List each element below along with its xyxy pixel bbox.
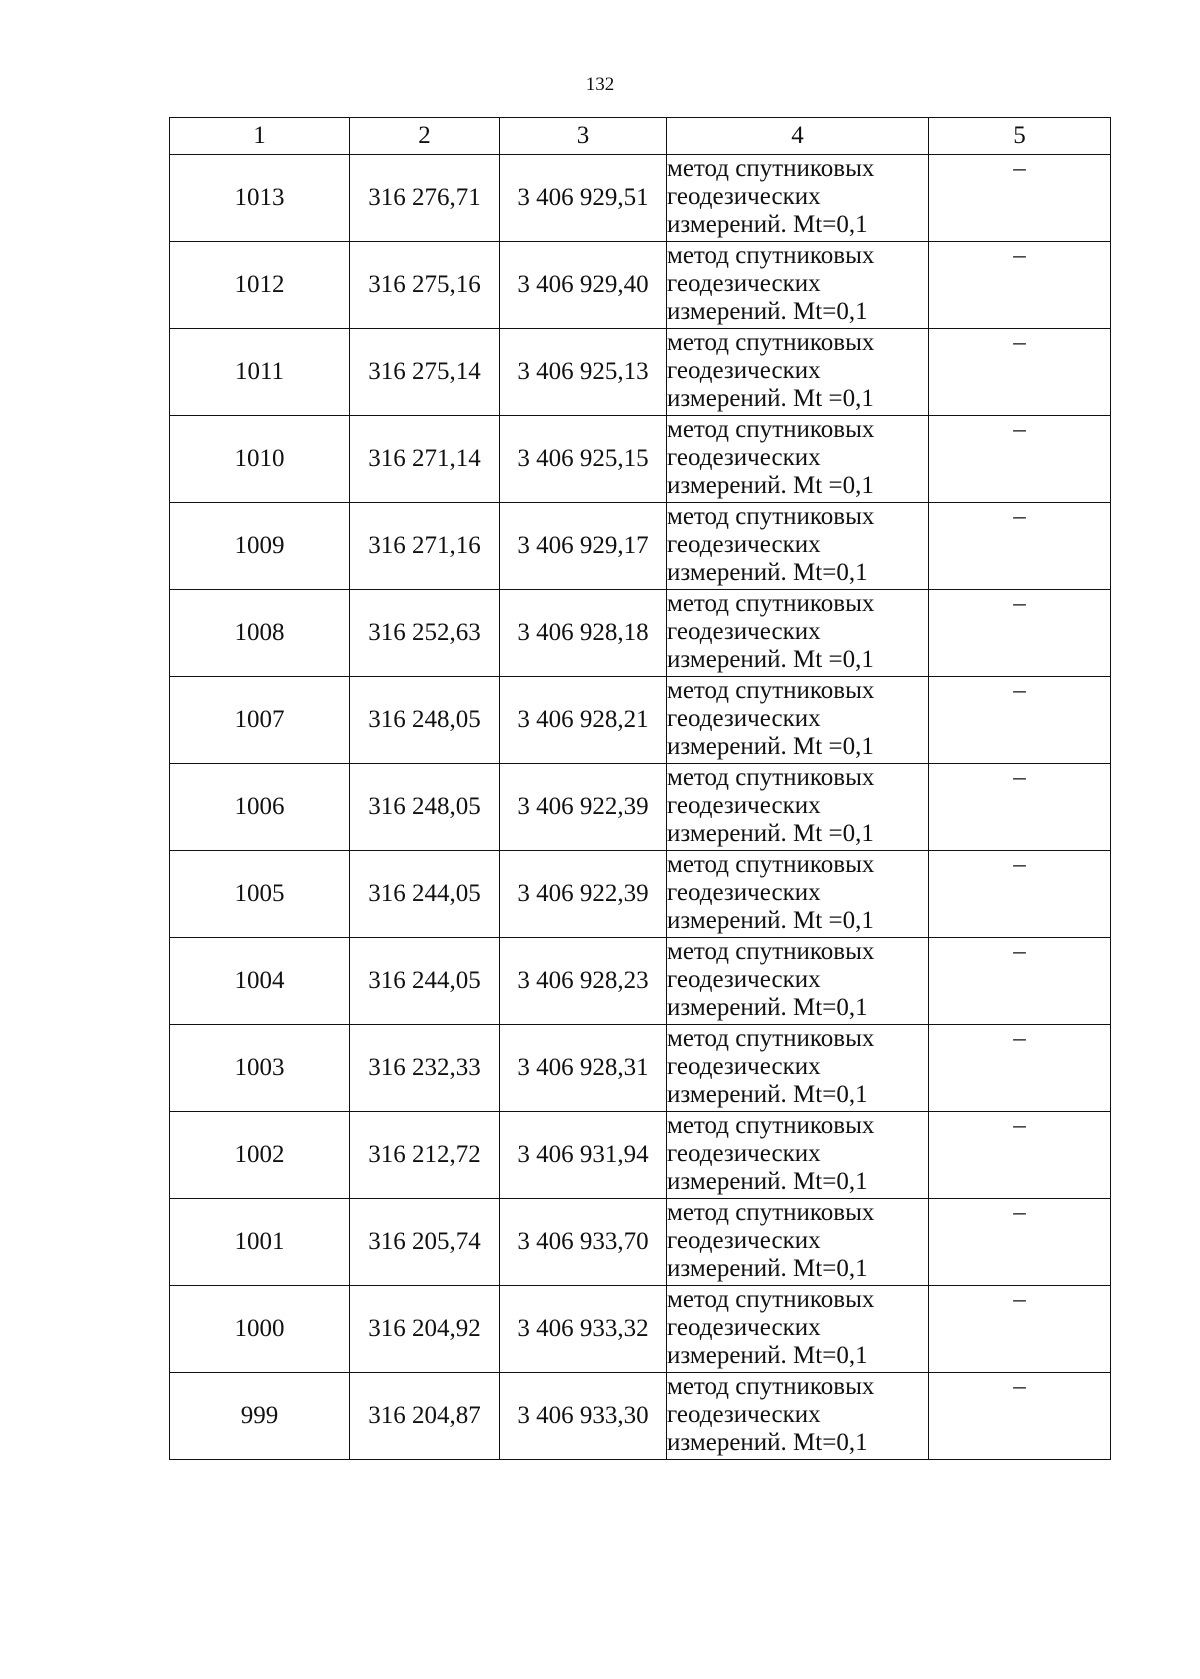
note-cell: – (929, 590, 1111, 677)
method-line: метод спутниковых (667, 155, 875, 182)
point-id-cell: 1003 (170, 1025, 350, 1112)
table-row (170, 764, 1111, 851)
note-cell: – (929, 938, 1111, 1025)
method-line: геодезических (667, 705, 821, 732)
x-coordinate-cell: 316 276,71 (350, 155, 500, 242)
y-coordinate-cell: 3 406 929,40 (500, 242, 667, 329)
note-cell: – (929, 1286, 1111, 1373)
x-coordinate-cell: 316 252,63 (350, 590, 500, 677)
x-coordinate-cell: 316 212,72 (350, 1112, 500, 1199)
method-line: метод спутниковых (667, 329, 875, 356)
method-line: геодезических (667, 1053, 821, 1080)
method-line: метод спутниковых (667, 1112, 875, 1139)
method-cell (667, 764, 929, 851)
table-row (170, 851, 1111, 938)
method-cell (667, 329, 929, 416)
method-cell (667, 503, 929, 590)
point-id-cell: 1011 (170, 329, 350, 416)
note-cell: – (929, 155, 1111, 242)
method-line: геодезических (667, 357, 821, 384)
page-number: 132 (585, 74, 615, 95)
table-row (170, 1112, 1111, 1199)
method-line: измерений. Mt =0,1 (667, 907, 874, 934)
note-cell: – (929, 503, 1111, 590)
header-col-2: 2 (350, 118, 500, 155)
method-line: геодезических (667, 1227, 821, 1254)
y-coordinate-cell: 3 406 928,31 (500, 1025, 667, 1112)
point-id-cell: 1002 (170, 1112, 350, 1199)
method-line: геодезических (667, 1401, 821, 1428)
method-line: метод спутниковых (667, 416, 875, 443)
method-line: измерений. Mt=0,1 (667, 1255, 868, 1282)
y-coordinate-cell: 3 406 922,39 (500, 851, 667, 938)
y-coordinate-cell: 3 406 931,94 (500, 1112, 667, 1199)
method-line: геодезических (667, 792, 821, 819)
header-col-4: 4 (667, 118, 929, 155)
table-row (170, 503, 1111, 590)
table-row (170, 677, 1111, 764)
method-line: геодезических (667, 618, 821, 645)
note-cell: – (929, 1199, 1111, 1286)
method-line: геодезических (667, 183, 821, 210)
x-coordinate-cell: 316 275,16 (350, 242, 500, 329)
point-id-cell: 1007 (170, 677, 350, 764)
method-line: измерений. Mt=0,1 (667, 298, 868, 325)
point-id-cell: 1004 (170, 938, 350, 1025)
method-line: метод спутниковых (667, 1025, 875, 1052)
method-line: геодезических (667, 270, 821, 297)
method-cell (667, 590, 929, 677)
note-cell: – (929, 1025, 1111, 1112)
coordinates-table (169, 117, 1111, 1460)
method-line: метод спутниковых (667, 764, 875, 791)
method-cell (667, 1112, 929, 1199)
point-id-cell: 1006 (170, 764, 350, 851)
point-id-cell: 1013 (170, 155, 350, 242)
method-cell (667, 1373, 929, 1460)
point-id-cell: 1010 (170, 416, 350, 503)
table-row (170, 938, 1111, 1025)
y-coordinate-cell: 3 406 928,18 (500, 590, 667, 677)
method-line: измерений. Mt =0,1 (667, 472, 874, 499)
method-line: измерений. Mt=0,1 (667, 1168, 868, 1195)
method-cell (667, 1199, 929, 1286)
y-coordinate-cell: 3 406 925,15 (500, 416, 667, 503)
note-cell: – (929, 677, 1111, 764)
y-coordinate-cell: 3 406 928,21 (500, 677, 667, 764)
method-line: метод спутниковых (667, 1286, 875, 1313)
table-row (170, 1286, 1111, 1373)
y-coordinate-cell: 3 406 928,23 (500, 938, 667, 1025)
method-line: метод спутниковых (667, 677, 875, 704)
method-line: геодезических (667, 966, 821, 993)
note-cell: – (929, 1112, 1111, 1199)
point-id-cell: 1008 (170, 590, 350, 677)
method-line: метод спутниковых (667, 1373, 875, 1400)
y-coordinate-cell: 3 406 925,13 (500, 329, 667, 416)
method-line: метод спутниковых (667, 938, 875, 965)
table-row (170, 155, 1111, 242)
method-line: измерений. Mt=0,1 (667, 559, 868, 586)
point-id-cell: 1009 (170, 503, 350, 590)
method-line: измерений. Mt =0,1 (667, 646, 874, 673)
x-coordinate-cell: 316 244,05 (350, 938, 500, 1025)
method-line: метод спутниковых (667, 242, 875, 269)
method-cell (667, 1286, 929, 1373)
x-coordinate-cell: 316 248,05 (350, 677, 500, 764)
method-line: измерений. Mt=0,1 (667, 211, 868, 238)
note-cell: – (929, 764, 1111, 851)
method-line: геодезических (667, 879, 821, 906)
point-id-cell: 1012 (170, 242, 350, 329)
header-col-1: 1 (170, 118, 350, 155)
method-line: измерений. Mt =0,1 (667, 385, 874, 412)
note-cell: – (929, 851, 1111, 938)
y-coordinate-cell: 3 406 929,17 (500, 503, 667, 590)
table-row (170, 1025, 1111, 1112)
method-cell (667, 242, 929, 329)
x-coordinate-cell: 316 244,05 (350, 851, 500, 938)
method-line: геодезических (667, 531, 821, 558)
method-line: метод спутниковых (667, 1199, 875, 1226)
method-line: измерений. Mt=0,1 (667, 994, 868, 1021)
method-cell (667, 938, 929, 1025)
y-coordinate-cell: 3 406 922,39 (500, 764, 667, 851)
x-coordinate-cell: 316 248,05 (350, 764, 500, 851)
table-row (170, 329, 1111, 416)
note-cell: – (929, 242, 1111, 329)
x-coordinate-cell: 316 275,14 (350, 329, 500, 416)
method-line: измерений. Mt=0,1 (667, 1081, 868, 1108)
method-line: измерений. Mt=0,1 (667, 1429, 868, 1456)
method-cell (667, 677, 929, 764)
method-cell (667, 1025, 929, 1112)
x-coordinate-cell: 316 204,87 (350, 1373, 500, 1460)
header-row (170, 118, 1111, 155)
point-id-cell: 1001 (170, 1199, 350, 1286)
x-coordinate-cell: 316 204,92 (350, 1286, 500, 1373)
method-line: геодезических (667, 1140, 821, 1167)
point-id-cell: 1000 (170, 1286, 350, 1373)
table-row (170, 1373, 1111, 1460)
header-col-5: 5 (929, 118, 1111, 155)
x-coordinate-cell: 316 271,16 (350, 503, 500, 590)
table-row (170, 416, 1111, 503)
method-line: геодезических (667, 444, 821, 471)
table-row (170, 1199, 1111, 1286)
method-line: метод спутниковых (667, 851, 875, 878)
x-coordinate-cell: 316 205,74 (350, 1199, 500, 1286)
method-line: измерений. Mt=0,1 (667, 1342, 868, 1369)
note-cell: – (929, 416, 1111, 503)
method-cell (667, 851, 929, 938)
y-coordinate-cell: 3 406 933,30 (500, 1373, 667, 1460)
header-col-3: 3 (500, 118, 667, 155)
x-coordinate-cell: 316 232,33 (350, 1025, 500, 1112)
method-line: измерений. Mt =0,1 (667, 733, 874, 760)
method-cell (667, 416, 929, 503)
y-coordinate-cell: 3 406 929,51 (500, 155, 667, 242)
table-row (170, 590, 1111, 677)
method-line: метод спутниковых (667, 503, 875, 530)
note-cell: – (929, 329, 1111, 416)
y-coordinate-cell: 3 406 933,32 (500, 1286, 667, 1373)
table-row (170, 242, 1111, 329)
point-id-cell: 999 (170, 1373, 350, 1460)
method-line: геодезических (667, 1314, 821, 1341)
note-cell: – (929, 1373, 1111, 1460)
x-coordinate-cell: 316 271,14 (350, 416, 500, 503)
method-cell (667, 155, 929, 242)
y-coordinate-cell: 3 406 933,70 (500, 1199, 667, 1286)
point-id-cell: 1005 (170, 851, 350, 938)
method-line: измерений. Mt =0,1 (667, 820, 874, 847)
method-line: метод спутниковых (667, 590, 875, 617)
